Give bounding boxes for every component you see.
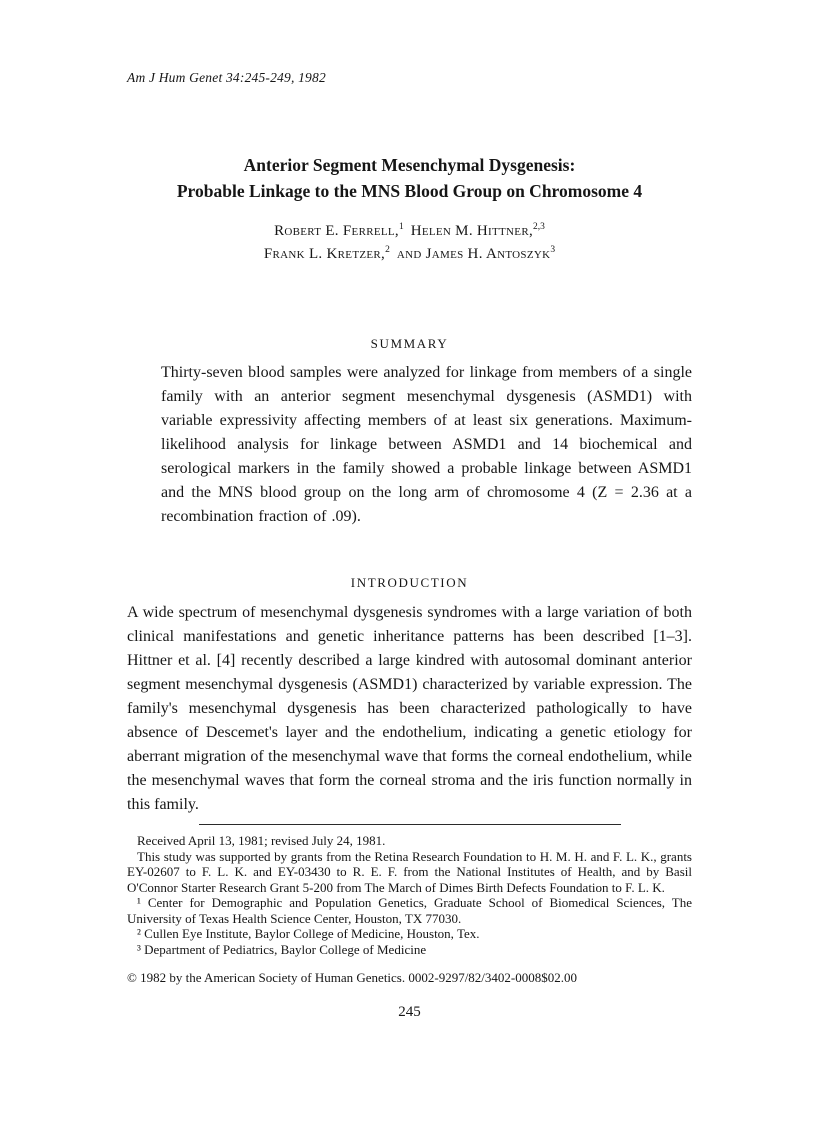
author-name	[397, 246, 555, 262]
author-name	[264, 246, 390, 262]
author-affiliation-superscript: 3	[550, 244, 556, 255]
copyright-line: © 1982 by the American Society of Human Genetics. 0002-9297/82/3402-0008$02.00	[127, 970, 577, 985]
introduction-text: A wide spectrum of mesenchymal dysgenesis syndromes with a large variation of both clinical manifestations and genetic inheritance patterns has been described [1–3]. Hittner et al. [4] recently described a large kindred with autosomal dominant anterior segment mesenchymal dysgenesis (ASMD1) characterized by variable expression. The family's mesenchymal dysgenesis has been characterized pathologically to have absence of Descemet's layer and the endothelium, indicating a genetic etiology for aberrant migration of the mesenchymal wave that forms the corneal endothelium, while the mesenchymal waves that form the corneal stroma and the iris function normally in this family.	[127, 604, 692, 813]
footnote-affiliation-1: ¹ Center for Demographic and Population Genetics, Graduate School of Biomedical Sciences, The University of Texas Health Science Center, Houston, TX 77030.	[127, 895, 692, 926]
page-number: 245	[398, 1004, 421, 1020]
footnote-divider	[199, 824, 621, 825]
footnote-affiliation-3: ³ Department of Pediatrics, Baylor College of Medicine	[137, 941, 427, 957]
summary-text: Thirty-seven blood samples were analyzed for linkage from members of a single family with an anterior segment mesenchymal dysgenesis (ASMD1) with variable expressivity affecting members of at least six generations. Maximum-likelihood analysis for linkage between ASMD1 and 14 biochemical and serological markers in the family showed a probable linkage between ASMD1 and the MNS blood group on the long arm of chromosome 4 (Z = 2.36 at a recombination fraction of .09).	[161, 364, 692, 525]
author-name-text: Helen M. Hittner,	[410, 222, 534, 239]
journal-citation: Am J Hum Genet 34:245-249, 1982	[127, 70, 326, 85]
author-affiliation-superscript: 2,3	[533, 221, 545, 232]
footnote-funding: This study was supported by grants from the Retina Research Foundation to H. M. H. and F. L. K., grants EY-02607 to F. L. K. and EY-03430 to R. E. F. from the National Institutes of Health, and by Basil O'Connor Starter Research Grant 5-200 from The March of Dimes Birth Defects Foundation to F. L. K.	[127, 848, 692, 895]
authors-line-1	[127, 220, 692, 243]
author-name-text: Robert E. Ferrell,	[274, 222, 399, 239]
author-name-text: and James H. Antoszyk	[396, 245, 551, 262]
footnotes-block	[127, 833, 692, 957]
footnote-affiliation-2: ² Cullen Eye Institute, Baylor College of Medicine, Houston, Tex.	[137, 926, 480, 941]
author-affiliation-superscript: 2	[385, 244, 390, 255]
summary-heading: SUMMARY	[370, 336, 449, 351]
author-name	[274, 223, 404, 239]
authors-line-2	[127, 243, 692, 266]
paper-title	[127, 152, 692, 205]
author-name-text: Frank L. Kretzer,	[263, 245, 386, 262]
paper-title-line2: Probable Linkage to the MNS Blood Group on Chromosome 4	[176, 181, 643, 202]
authors-block	[127, 220, 692, 267]
author-affiliation-superscript: 1	[398, 221, 404, 232]
author-name	[411, 223, 545, 239]
footnote-received: Received April 13, 1981; revised July 24, 1981.	[137, 833, 386, 848]
introduction-heading: INTRODUCTION	[350, 575, 469, 590]
paper-title-line1: Anterior Segment Mesenchymal Dysgenesis:	[243, 155, 576, 175]
